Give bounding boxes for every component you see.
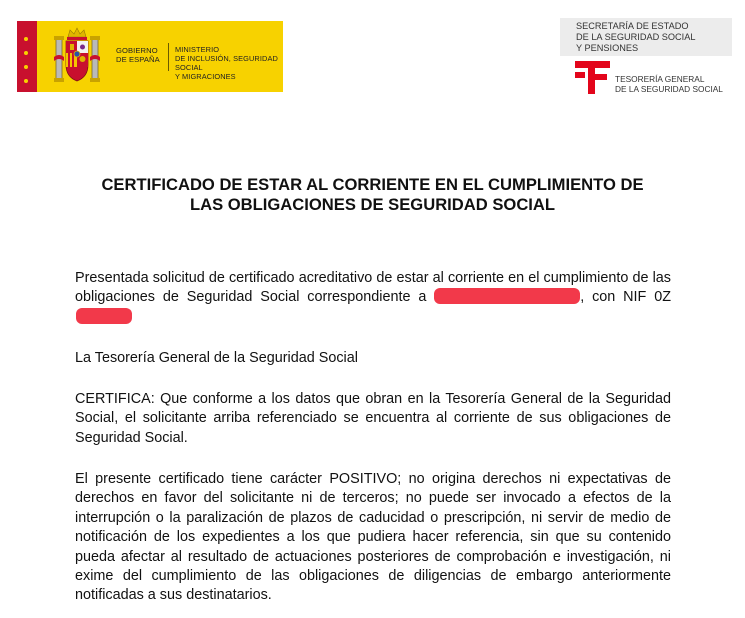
nif-prefix: 0Z — [654, 289, 672, 306]
ministerio-line3: Y MIGRACIONES — [175, 72, 236, 81]
title-line2: LAS OBLIGACIONES DE SEGURIDAD SOCIAL — [189, 195, 556, 214]
secretaria-line3: Y PENSIONES — [576, 43, 639, 54]
solicitud-paragraph — [75, 269, 671, 327]
tesoreria-line2: DE LA SEGURIDAD SOCIAL — [615, 84, 723, 95]
tesoreria-line1: TESORERÍA GENERAL — [615, 74, 705, 84]
secretaria-text — [576, 21, 695, 55]
redacted-name — [434, 288, 580, 304]
ministerio-line1: MINISTERIO — [175, 45, 220, 54]
secretaria-line1: SECRETARÍA DE ESTADO — [576, 21, 689, 31]
certifica-paragraph: CERTIFICA: Que conforme a los datos que obran en la Tesorería General de la Seguridad Social, el solicitante arriba referenciado se encuentra al corriente de sus obligaciones de Seguridad Social. — [75, 391, 671, 446]
gobierno-line2: DE ESPAÑA — [116, 55, 160, 64]
tesoreria-paragraph: La Tesorería General de la Seguridad Social — [75, 350, 358, 366]
tgss-logo-icon — [575, 61, 610, 94]
nif-label: , con NIF — [580, 289, 647, 306]
solicitud-text: Presentada solicitud de certificado acreditativo de estar al corriente en el cumplimiento de las obligaciones de Seguridad Social correspondiente a — [75, 270, 671, 306]
tesoreria-logo-text — [615, 74, 723, 95]
ministerio-text — [175, 45, 283, 81]
gobierno-line1: GOBIERNO — [116, 46, 158, 55]
redacted-nif — [76, 308, 132, 324]
positivo-paragraph: El presente certificado tiene carácter POSITIVO; no origina derechos ni expectativas de derechos en favor del solicitante ni de terceros; no puede ser invocado a efectos de la interrupción o la paralización de plazos de caducidad o prescripción, ni servir de medio de notificación de los expedientes a los que pudiera hacer referencia, sin que su contenido pueda afectar al resultado de actuaciones posteriores de comprobación e investigación, ni exime del cumplimiento de las obligaciones de diligencias de embargo anteriormente notificadas a sus destinatarios. — [75, 471, 671, 604]
gobierno-text — [116, 46, 160, 64]
coat-of-arms-icon — [54, 27, 100, 87]
title-line1: CERTIFICADO DE ESTAR AL CORRIENTE EN EL CUMPLIMIENTO DE — [101, 175, 644, 194]
secretaria-line2: DE LA SEGURIDAD SOCIAL — [576, 32, 696, 43]
certificate-title — [60, 175, 685, 215]
ministerio-line2: DE INCLUSIÓN, SEGURIDAD SOCIAL — [175, 54, 278, 72]
secretaria-estado-box — [560, 18, 732, 56]
logo-divider — [168, 43, 169, 71]
gobierno-de-espana-logo — [17, 21, 283, 92]
